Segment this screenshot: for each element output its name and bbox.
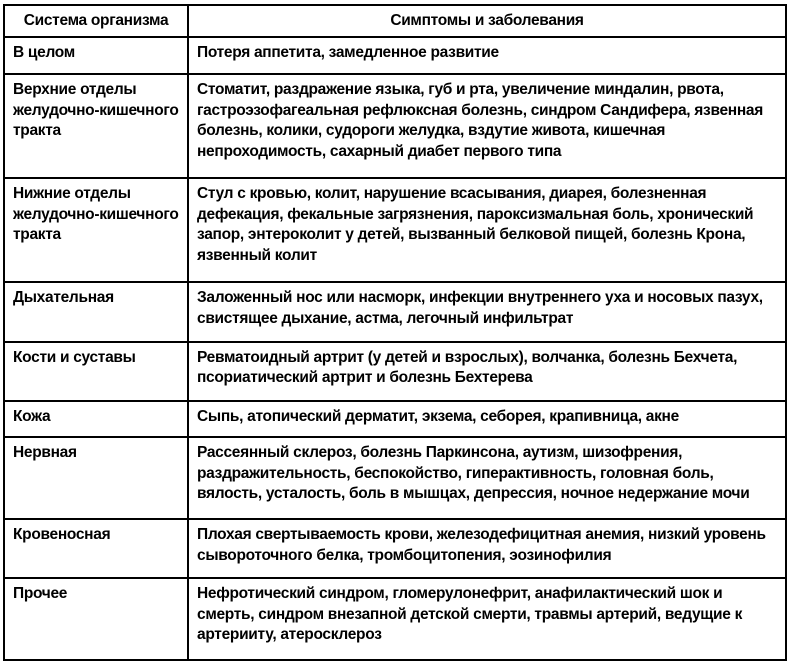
system-cell: Кровеносная — [4, 519, 188, 578]
table-row — [4, 37, 786, 74]
symptoms-cell: Стул с кровью, колит, нарушение всасывания, диарея, болезненная дефекация, фекальные загрязнения, пароксизмальная боль, хронический запор, энтероколит у детей, вызванный белковой пищей, болезнь Крона, язвенный колит — [188, 178, 786, 282]
table-row — [4, 74, 786, 178]
header-symptoms: Симптомы и заболевания — [188, 5, 786, 37]
system-cell: Кости и суставы — [4, 342, 188, 401]
symptoms-cell: Потеря аппетита, замедленное развитие — [188, 37, 786, 74]
symptoms-cell: Стоматит, раздражение языка, губ и рта, увеличение миндалин, рвота, гастроэзофагеальная рефлюксная болезнь, синдром Сандифера, язвенная болезнь, колики, судороги желудка, вздутие живота, кишечная непроходимость, сахарный диабет первого типа — [188, 74, 786, 178]
table-row — [4, 519, 786, 578]
system-cell: Нижние отделы желудочно-кишечного тракта — [4, 178, 188, 282]
header-system: Система организма — [4, 5, 188, 37]
symptoms-cell: Заложенный нос или насморк, инфекции внутреннего уха и носовых пазух, свистящее дыхание, астма, легочный инфильтрат — [188, 282, 786, 341]
system-cell: Дыхательная — [4, 282, 188, 341]
system-cell: Верхние отделы желудочно-кишечного тракта — [4, 74, 188, 178]
header-row — [4, 5, 786, 37]
system-cell: Прочее — [4, 578, 188, 660]
table-row — [4, 282, 786, 341]
table-row — [4, 178, 786, 282]
system-cell: В целом — [4, 37, 188, 74]
table-row — [4, 401, 786, 438]
symptoms-cell: Рассеянный склероз, болезнь Паркинсона, аутизм, шизофрения, раздражительность, беспокойство, гиперактивность, головная боль, вялость, усталость, боль в мышцах, депрессия, ночное недержание мочи — [188, 437, 786, 519]
table-row — [4, 342, 786, 401]
symptoms-table — [3, 4, 787, 661]
symptoms-cell: Нефротический синдром, гломерулонефрит, анафилактический шок и смерть, синдром внезапной детской смерти, травмы артерий, ведущие к артерииту, атеросклероз — [188, 578, 786, 660]
symptoms-cell: Сыпь, атопический дерматит, экзема, себорея, крапивница, акне — [188, 401, 786, 438]
symptoms-cell: Ревматоидный артрит (у детей и взрослых), волчанка, болезнь Бехчета, псориатический артрит и болезнь Бехтерева — [188, 342, 786, 401]
system-cell: Кожа — [4, 401, 188, 438]
system-cell: Нервная — [4, 437, 188, 519]
table-row — [4, 437, 786, 519]
symptoms-cell: Плохая свертываемость крови, железодефицитная анемия, низкий уровень сывороточного белка, тромбоцитопения, эозинофилия — [188, 519, 786, 578]
table-row — [4, 578, 786, 660]
